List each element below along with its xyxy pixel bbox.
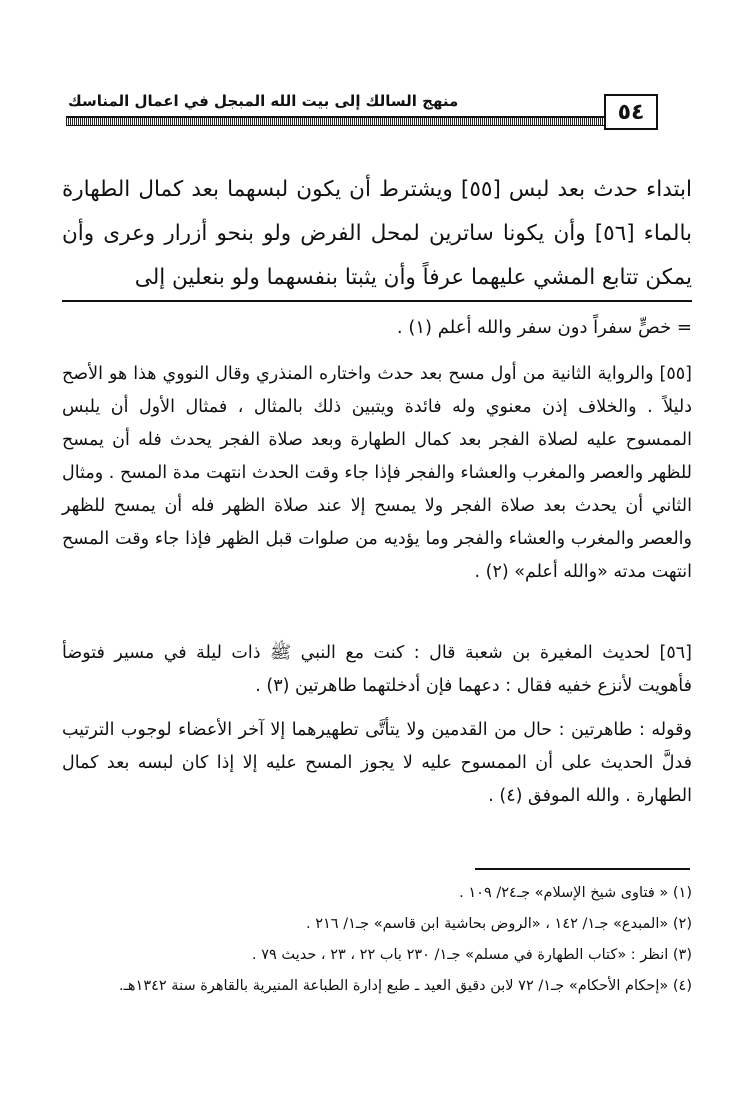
note-56-commentary-text: وقوله : طاهرتين : حال من القدمين ولا يتأتَّى تطهيرهما إلا آخر الأعضاء لوجوب الترتيب فدلَّ الحديث على أن الممسوح عليه لا يجوز المسح عليه إلا إذا كان لبسه بعد كمال الطهارة . والله الموفق (٤) . <box>62 720 692 806</box>
footnote-2: (٢) «المبدع» جـ١/ ١٤٢ ، «الروض بحاشية ابن قاسم» جـ١/ ٢١٦ . <box>306 916 692 932</box>
footnote-3: (٣) انظر : «كتاب الطهارة في مسلم» جـ١/ ٢٣٠ باب ٢٢ ، ٢٣ ، حديث ٧٩ . <box>252 947 692 963</box>
footnote-4: (٤) «إحكام الأحكام» جـ١/ ٧٢ لابن دقيق العيد ـ طبع إدارة الطباعة المنيرية بالقاهرة سنة ١٣٤٢هـ. <box>119 978 692 994</box>
page-header <box>60 82 700 134</box>
running-title: منهج السالك إلى بيت الله المبجل في اعمال المناسك <box>68 92 459 110</box>
note-56-commentary <box>62 714 692 813</box>
note-55-text: [٥٥] والرواية الثانية من أول مسح بعد حدث واختاره المنذري وقال النووي هذا هو الأصح دليلاً . والخلاف إذن معنوي وله فائدة ويتبين ذلك بالمثال ، فمثال الأول أن يلبس الممسوح عليه لصلاة الفجر بعد كمال الطهارة وبعد صلاة الفجر يحدث فله أن يمسح للظهر والعصر والمغرب والعشاء والفجر فإذا جاء وقت الحدث انتهت مدة المسح . ومثال الثاني أن يحدث بعد صلاة الفجر ولا يمسح إلا عند صلاة الظهر فله أن يمسح للظهر والعصر والمغرب والعشاء والفجر وما يؤديه من صلوات قبل الظهر فإذا جاء وقت المسح انتهت مدته «والله أعلم» (٢) . <box>62 364 692 582</box>
header-rule <box>66 116 614 126</box>
note-55 <box>62 358 692 589</box>
footnotes <box>62 878 692 1002</box>
main-text-divider <box>62 300 692 302</box>
footnote-continuation: = خصٍّ سفراً دون سفر والله أعلم (١) . <box>396 317 692 338</box>
note-56-text: [٥٦] لحديث المغيرة بن شعبة قال : كنت مع النبي ﷺ ذات ليلة في مسير فتوضأ فأهويت لأنزع خفيه فقال : دعهما فإن أدخلتهما طاهرتين (٣) . <box>62 643 692 696</box>
page-number: ٥٤ <box>604 94 658 130</box>
main-paragraph: ابتداء حدث بعد لبس [٥٥] ويشترط أن يكون لبسهما بعد كمال الطهارة بالماء [٥٦] وأن يكونا ساترين لمحل الفرض ولو بنحو أزرار وعرى وأن يمكن تتابع المشي عليهما عرفاً وأن يثبتا بنفسهما ولو بنعلين إلى <box>62 177 692 290</box>
note-56 <box>62 637 692 703</box>
footnote-1: (١) « فتاوى شيخ الإسلام» جـ٢٤/ ١٠٩ . <box>459 885 692 901</box>
footnotes-divider <box>475 868 690 870</box>
main-text <box>62 168 692 300</box>
